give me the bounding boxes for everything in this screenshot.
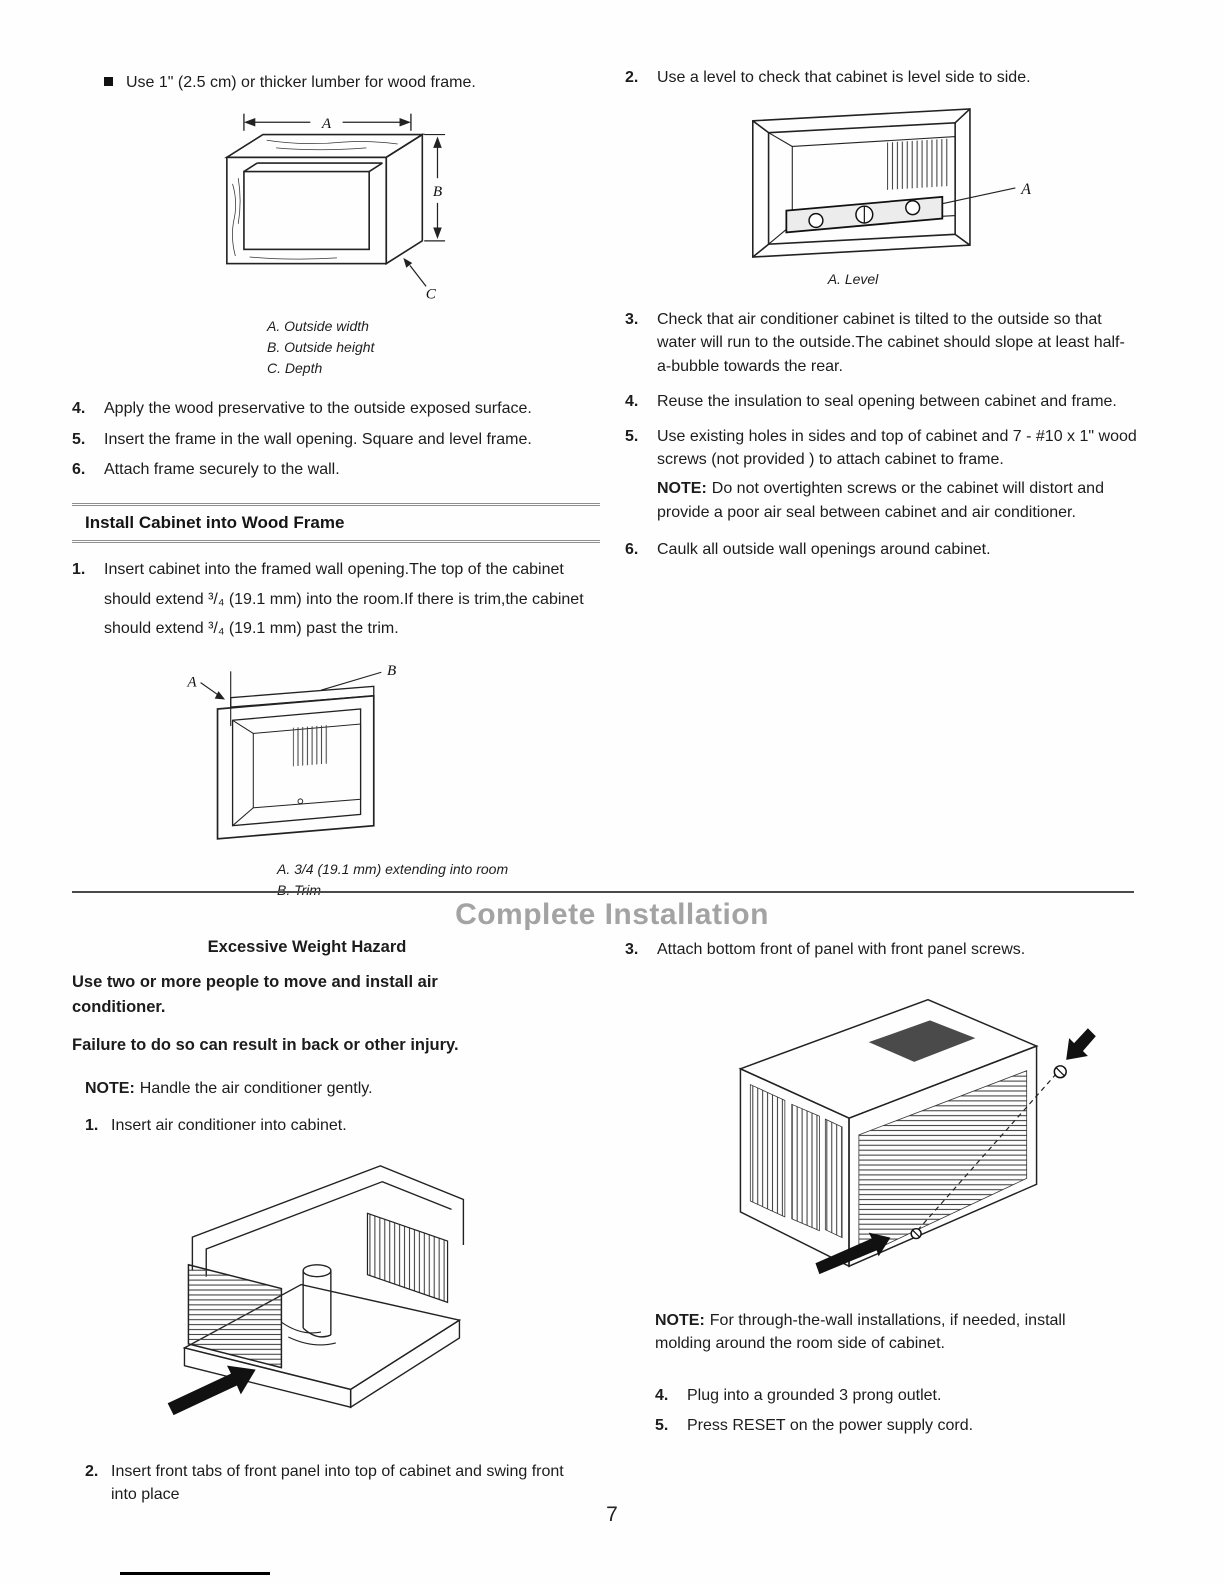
screw-direction-arrow-icon bbox=[815, 1233, 890, 1274]
note-text: Do not overtighten screws or the cabinet will distort and provide a poor air seal between cabinet and air conditioner. bbox=[657, 480, 1104, 521]
caption-line: A. Outside width bbox=[267, 318, 369, 335]
step-1-insert-cabinet bbox=[72, 555, 600, 644]
step-3-tilt bbox=[625, 308, 1137, 378]
label-a: A bbox=[1021, 181, 1031, 199]
step-number: 6. bbox=[625, 540, 639, 558]
note-text: For through-the-wall installations, if needed, install molding around the room side of cabinet. bbox=[655, 1312, 1066, 1353]
step-text: Attach bottom front of panel with front panel screws. bbox=[657, 941, 1026, 958]
wood-frame-box bbox=[227, 135, 422, 264]
step-number: 6. bbox=[72, 460, 86, 478]
cabinet-leveling-column bbox=[625, 66, 1137, 561]
panel-screws-diagram bbox=[681, 975, 1096, 1281]
section-divider bbox=[72, 891, 1134, 893]
caption-line: B. Trim bbox=[277, 881, 322, 898]
step-number: 1. bbox=[72, 560, 86, 578]
step-text: Attach frame securely to the wall. bbox=[104, 460, 340, 478]
step-number: 5. bbox=[72, 430, 86, 448]
step-number: 4. bbox=[625, 392, 639, 410]
label-c: C bbox=[425, 286, 436, 304]
hazard-title: Excessive Weight Hazard bbox=[207, 938, 407, 956]
bullet-item bbox=[104, 72, 600, 94]
screw-direction-arrow-icon bbox=[1066, 1028, 1096, 1060]
step-number: 2. bbox=[625, 69, 639, 86]
complete-right-column bbox=[625, 938, 1145, 1437]
section-header-install-cabinet: Install Cabinet into Wood Frame bbox=[72, 503, 600, 543]
vent-hatch bbox=[887, 139, 949, 190]
molding-note bbox=[655, 1309, 1125, 1355]
level-tool bbox=[786, 197, 942, 233]
step-4-insulation bbox=[625, 390, 1137, 413]
overtighten-note bbox=[657, 477, 1137, 523]
step-number: 3. bbox=[625, 311, 639, 329]
complete-left-column bbox=[72, 938, 602, 1506]
step-text: Insert the frame in the wall opening. Square and level frame. bbox=[104, 430, 532, 448]
complete-installation-title: Complete Installation bbox=[455, 898, 769, 931]
level-caption: A. Level bbox=[827, 271, 879, 288]
step-text: Insert cabinet into the framed wall opening.The top of the cabinet should extend ³/₄ (19.1 mm) into the room.If there is trim,the cabinet should extend ³/₄ (19.1 mm) past the trim. bbox=[104, 560, 584, 638]
front-grille-band bbox=[750, 1085, 785, 1217]
note-text: Handle the air conditioner gently. bbox=[139, 1080, 373, 1098]
step-6 bbox=[72, 458, 600, 481]
square-bullet-icon bbox=[104, 77, 113, 86]
step-5 bbox=[72, 428, 600, 451]
step-text: Use existing holes in sides and top of cabinet and 7 - #10 x 1" wood screws (not provided ) to attach cabinet to frame. bbox=[657, 427, 1137, 469]
label-b: B bbox=[432, 183, 443, 201]
front-panel-screw-bottom bbox=[911, 1229, 921, 1239]
ac-insert-diagram bbox=[164, 1154, 472, 1426]
side-vent bbox=[367, 1213, 447, 1302]
wood-frame-caption bbox=[267, 316, 600, 379]
step-4 bbox=[72, 397, 600, 420]
step-text: Press RESET on the power supply cord. bbox=[687, 1416, 974, 1434]
label-b: B bbox=[386, 662, 397, 679]
level-diagram bbox=[737, 99, 1043, 267]
caption-line: B. Outside height bbox=[267, 339, 375, 356]
step-5-reset bbox=[655, 1414, 1145, 1437]
step-text: Plug into a grounded 3 prong outlet. bbox=[687, 1386, 942, 1404]
caption-line: C. Depth bbox=[267, 360, 323, 377]
step-number: 4. bbox=[655, 1386, 669, 1404]
step-text: Insert air conditioner into cabinet. bbox=[111, 1117, 347, 1135]
wood-frame-column bbox=[72, 66, 600, 901]
step-text: Caulk all outside wall openings around cabinet. bbox=[657, 540, 991, 558]
step-number: 3. bbox=[625, 941, 639, 958]
top-vent bbox=[869, 1021, 976, 1062]
front-panel-screw-top bbox=[1054, 1066, 1066, 1078]
step-number: 5. bbox=[625, 427, 639, 445]
note-label: NOTE: bbox=[655, 1312, 705, 1330]
front-grille-band bbox=[825, 1119, 842, 1237]
step-text: Check that air conditioner cabinet is tilted to the outside so that water will run to the outside.The cabinet should slope at least half-a-bubble towards the rear. bbox=[657, 311, 1125, 375]
step-1-insert-ac bbox=[85, 1114, 602, 1137]
label-a: A bbox=[187, 674, 197, 691]
step-4-plug bbox=[655, 1384, 1145, 1407]
hazard-text-1: Use two or more people to move and install air conditioner. bbox=[72, 973, 438, 1016]
cabinet-caption bbox=[277, 859, 600, 901]
front-grille-band bbox=[792, 1104, 820, 1230]
step-text: Reuse the insulation to seal opening between cabinet and frame. bbox=[657, 392, 1117, 410]
note-label: NOTE: bbox=[85, 1080, 135, 1098]
cabinet-into-frame-diagram bbox=[178, 660, 418, 853]
vent-hatch bbox=[293, 725, 329, 766]
side-grille bbox=[859, 1071, 1027, 1258]
step-number: 4. bbox=[72, 400, 86, 418]
handle-gently-note bbox=[85, 1077, 602, 1100]
dimension-c-arrow bbox=[410, 266, 426, 287]
hazard-text-2: Failure to do so can result in back or other injury. bbox=[72, 1035, 459, 1054]
footer-line bbox=[120, 1572, 270, 1575]
step-2-front-panel bbox=[85, 1460, 590, 1506]
step-5-screws bbox=[625, 425, 1137, 471]
wood-frame-steps bbox=[72, 397, 600, 481]
note-label: NOTE: bbox=[657, 480, 707, 498]
wood-frame-diagram bbox=[200, 108, 452, 312]
step-6-caulk bbox=[625, 538, 1137, 561]
bullet-text: Use 1" (2.5 cm) or thicker lumber for wood frame. bbox=[126, 74, 476, 91]
step-2-level bbox=[625, 66, 1137, 89]
page-number: 7 bbox=[606, 1503, 618, 1526]
caption-line: A. 3/4 (19.1 mm) extending into room bbox=[277, 860, 509, 877]
label-a: A bbox=[321, 115, 332, 133]
step-text: Insert front tabs of front panel into top of cabinet and swing front into place bbox=[111, 1462, 564, 1503]
step-number: 2. bbox=[85, 1462, 99, 1480]
step-text: Use a level to check that cabinet is level side to side. bbox=[657, 69, 1031, 86]
step-text: Apply the wood preservative to the outside exposed surface. bbox=[104, 400, 532, 418]
step-number: 5. bbox=[655, 1416, 669, 1434]
step-3-attach-panel bbox=[625, 938, 1145, 961]
step-number: 1. bbox=[85, 1117, 99, 1135]
leader-arrowhead bbox=[215, 691, 225, 699]
